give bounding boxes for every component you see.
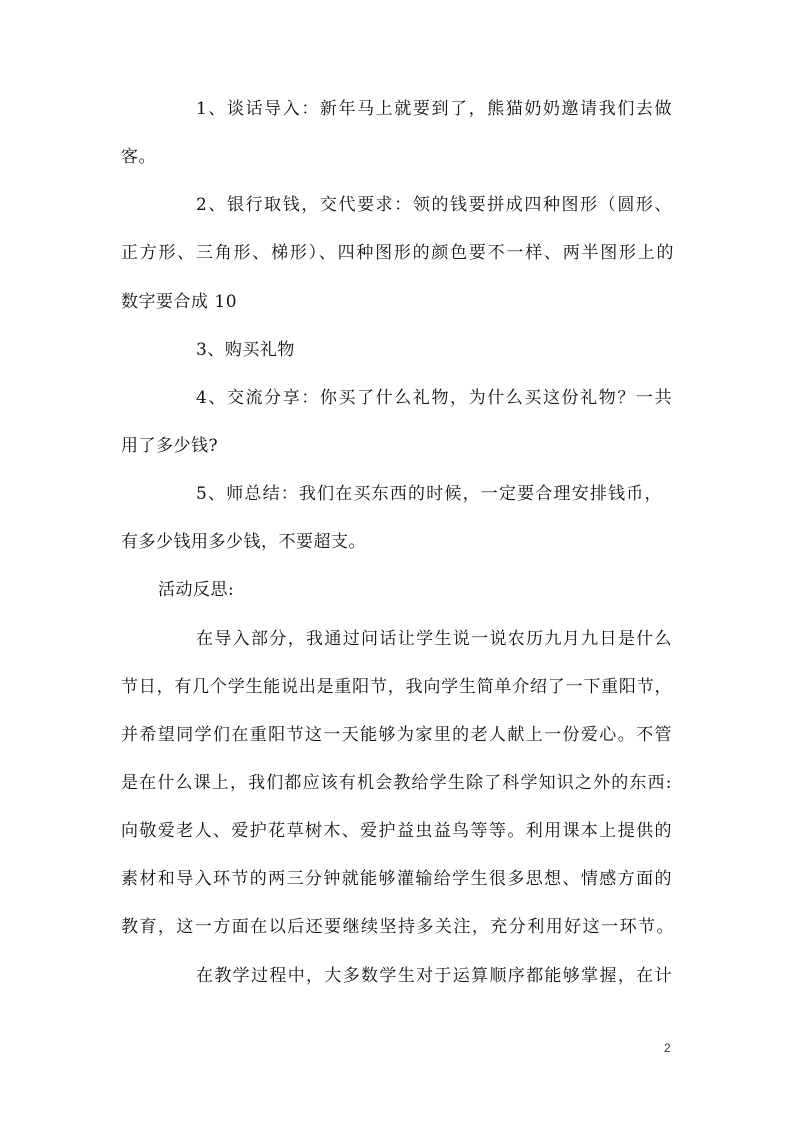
reflection-1-line-7: 教育，这一方面在以后还要继续坚持多关注，充分利用好这一环节。: [121, 917, 674, 937]
paragraph-5-line-2: 有多少钱用多少钱，不要超支。: [121, 532, 366, 552]
page-number: 2: [664, 1041, 671, 1055]
paragraph-2-line-2: 正方形、三角形、梯形）、四种图形的颜色要不一样、两半图形上的: [121, 243, 674, 263]
paragraph-3-line-1: 3、购买礼物: [196, 340, 295, 360]
paragraph-5-line-1: 5、师总结：我们在买东西的时候，一定要合理安排钱币，: [196, 484, 662, 504]
paragraph-1-line-1: 1、谈话导入：新年马上就要到了，熊猫奶奶邀请我们去做: [196, 99, 672, 119]
reflection-heading: 活动反思:: [158, 580, 235, 600]
paragraph-1-line-2: 客。: [121, 147, 156, 167]
paragraph-4-line-2: 用了多少钱?: [121, 436, 219, 456]
paragraph-4-line-1: 4、交流分享：你买了什么礼物，为什么买这份礼物？一共: [196, 388, 672, 408]
reflection-1-line-6: 素材和导入环节的两三分钟就能够灌输给学生很多思想、情感方面的: [121, 869, 672, 889]
reflection-1-line-5: 向敬爱老人、爱护花草树木、爱护益虫益鸟等等。利用课本上提供的: [121, 821, 672, 841]
reflection-1-line-3: 并希望同学们在重阳节这一天能够为家里的老人献上一份爱心。不管: [121, 725, 672, 745]
reflection-1-line-4: 是在什么课上，我们都应该有机会教给学生除了科学知识之外的东西:: [121, 773, 672, 793]
reflection-2-line-1: 在教学过程中，大多数学生对于运算顺序都能够掌握，在计: [196, 966, 672, 986]
paragraph-2-line-3: 数字要合成 10: [121, 292, 238, 312]
paragraph-2-line-1: 2、银行取钱，交代要求：领的钱要拼成四种图形（圆形、: [196, 195, 672, 215]
reflection-1-line-2: 节日，有几个学生能说出是重阳节，我向学生简单介绍了一下重阳节，: [121, 677, 672, 697]
reflection-1-line-1: 在导入部分，我通过问话让学生说一说农历九月九日是什么: [196, 629, 672, 649]
